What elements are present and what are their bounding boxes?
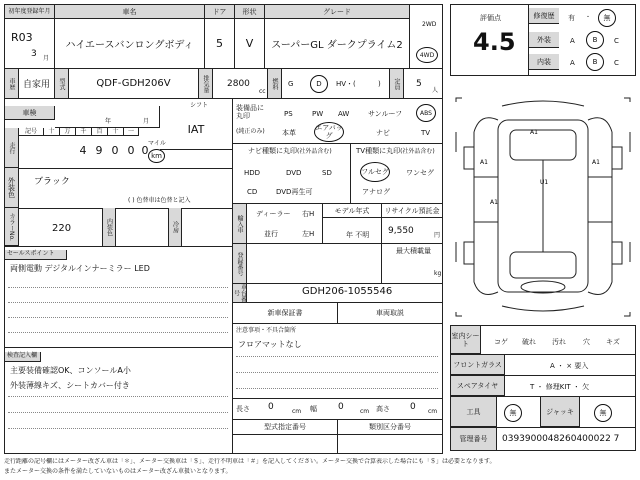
repair-label: 修復歴 [529,8,559,24]
interior-color-label: 内装色 [102,208,116,246]
drive-cell [410,5,442,69]
length-cm: cm [292,408,302,415]
divider [5,246,232,247]
capacity-cell [404,69,442,99]
footer-line2: またメーター交換の条件を満たしていないものはメーター改ざん車扱いとなります。 [4,468,232,475]
displacement-label: 排気量 [199,69,213,99]
navi-label [248,147,332,155]
seat-yabure: 破れ [522,338,536,346]
equipment-label: 装備品に丸印 [236,104,264,120]
chassis-label: 車台番号 [232,284,247,302]
recycle-value: 9,550 [388,226,414,236]
length-value: 0 [268,402,274,412]
car-name-value: ハイエースバンロングボディ [55,19,205,69]
capacity-unit: 人 [432,87,439,94]
fuel-cell [282,69,390,99]
travel-label: 走行 [5,128,19,168]
color-note: ( ) 色替車は色替と記入 [128,197,191,204]
int-b: B [586,53,604,71]
interior-label: 内装 [529,54,559,70]
digit-header-5: 十 [107,128,123,136]
ruled-line [8,396,228,397]
door-value: 5 [205,19,235,69]
equipment-sub-label: (純正のみ) [236,128,265,135]
capacity-label: 定員 [390,69,404,99]
model-label: 型式 [55,69,69,99]
digit-row [19,128,160,168]
navi-hdd: HDD [244,169,261,177]
tv-sub: (社外品含む) [400,148,435,155]
shape-label: 形状 [235,5,265,19]
equip-sunroof: サンルーフ [368,110,403,118]
first-reg-month: 3 [31,49,37,59]
height-value: 0 [410,402,416,412]
year-unit: 年 [105,118,112,125]
mileage-digit-1: 4 [79,143,87,157]
recycle-label: リサイクル預託金 [382,204,442,218]
int-a: A [570,59,575,67]
color-no-label: カラーNo. [5,208,19,246]
digit-header-4: 百 [91,128,107,136]
equip-aw: AW [338,110,350,118]
tv-label [356,147,435,155]
repair-sep: ・ [585,14,592,21]
drive-4wd: 4WD [416,47,438,63]
jack-value: 無 [594,404,612,422]
shift-value: IAT [160,110,232,150]
divider [5,168,232,169]
ext-b: B [586,31,604,49]
divider [232,434,442,435]
import-left: 左H [302,230,315,238]
windshield-options: A ・ × 要入 [550,362,589,370]
equip-leather: 本革 [282,129,296,137]
divider [5,208,232,209]
class-no-label: 類別区分番号 [369,423,411,431]
score-value: 4.5 [473,28,516,56]
footer-line1: 走行距離の記号欄にはメーター改ざん車は「＊」、メーター交換車は「＄」、走行不明車は「＃」を記入してください。メーター交換で合算表示した場合にも「＄」は必要となります。 [4,458,496,465]
registration-label: 登録番号 [233,244,247,284]
divider [350,143,351,203]
fuel-g: G [288,80,294,88]
mileage-digit-5: 0 [141,143,149,157]
digit-header-2: 万 [59,128,75,136]
navi-cd: CD [247,188,258,196]
fuel-hv: HV・( [336,80,356,88]
first-reg-era: R03 [11,31,33,44]
inspection-date-cell [55,106,160,128]
sales-point-label: セールスポイント [5,250,67,260]
windshield-label: フロントガラス [451,355,505,375]
tv-fullseg: フルセグ [360,162,390,182]
score-label: 評価点 [480,14,501,22]
month-unit-2: 月 [143,118,150,125]
int-c: C [614,59,619,67]
spare-options: T ・ 修理KIT ・ 欠 [530,383,590,391]
tv-oneseg: ワンセグ [406,169,434,177]
ruled-line [8,317,228,318]
equip-navi: ナビ [376,129,390,137]
divider [232,323,442,324]
mark-a1-right: A1 [592,159,600,166]
displacement-value: 2800 [227,79,250,89]
notes-label: 注意事項・不具合箇所 [236,327,297,334]
equip-ps: PS [284,110,293,118]
digit-header-0: 記号 [19,128,43,136]
ruled-line [236,388,438,389]
repair-no: 無 [598,9,616,27]
tools-value: 無 [504,404,522,422]
mileage-digit-4: 0 [127,143,135,157]
import-dealer: ディーラー [256,210,291,218]
grade-label: グレード [265,5,410,19]
equip-pw: PW [312,110,324,118]
seat-label: 室内シート [451,326,481,354]
exterior-label: 外装 [529,32,559,48]
mgmt-value: 0393900048260400022 7 [502,434,620,444]
displacement-cell [213,69,268,99]
navi-sub: (社外品含む) [297,148,332,155]
tv-analog: アナログ [362,188,390,196]
ruled-line [236,372,438,373]
width-label: 幅 [310,405,317,413]
seat-ana: 穴 [583,338,590,346]
length-label: 長さ [236,405,250,413]
color-label: 外装色 [5,168,19,208]
navi-sd: SD [322,169,332,177]
repair-yes: 有 [568,14,575,22]
car-name-label: 車名 [55,5,205,19]
digit-header-1: 十 [43,128,59,136]
navi-dvd-play: DVD再生可 [276,188,313,196]
recycle-unit: 円 [434,232,441,239]
divider [5,347,232,348]
jack-label: ジャッキ [540,397,580,427]
warranty-label: 新車保証書 [267,309,303,317]
ext-a: A [570,37,575,45]
sales-point-value: 両側電動 デジタルインナーミラー LED [10,264,150,273]
navi-label-text: ナビ種類に丸印 [248,147,297,155]
divider [232,143,442,144]
ruled-line [8,412,228,413]
first-reg-cell [5,19,55,69]
inspector-line2: 外装薄線キズ、シートカバー付き [10,381,130,390]
chassis-value: GDH206-1055546 [302,286,393,297]
inspector-line1: 主要装備確認OK、コンソールA小 [10,366,131,375]
width-cm: cm [360,408,370,415]
grade-value: スーパーGL ダークプライム2 [265,19,410,69]
door-label: ドア [205,5,235,19]
shift-label: シフト [190,102,209,109]
seat-kizu: キズ [606,338,620,346]
fuel-hv-close: ) [378,80,381,88]
kg-unit: kg [434,270,442,277]
model-value: QDF-GDH206V [69,69,199,99]
equip-abs: ABS [416,104,436,122]
km-label: km [148,149,165,163]
ruled-line [8,428,228,429]
height-label: 高さ [376,405,390,413]
shape-value: V [235,19,265,69]
height-cm: cm [428,408,438,415]
model-year-value: 年 不明 [346,231,370,239]
vehicle-damage-diagram [450,92,636,322]
mgmt-label: 管理番号 [451,428,497,450]
drive-2wd: 2WD [422,21,437,28]
type-no-label: 型式指定番号 [264,423,306,431]
mark-u1-roof: U1 [540,179,549,186]
manual-label: 車両取説 [376,309,404,317]
seat-yogore: 汚れ [552,338,566,346]
equip-airbag: エアバッグ [315,124,343,140]
import-label: 輸入車 [233,204,247,244]
import-right: 右H [302,210,315,218]
import-parallel: 並行 [264,230,278,238]
ruled-line [8,332,228,333]
equip-tv: TV [421,129,431,137]
mark-a1-rear: A1 [490,199,498,206]
max-load-label: 最大積載量 [396,247,431,255]
model-year-label: モデル年式 [323,204,381,218]
mile-label: マイル [148,140,166,147]
vehicle-value: 自家用 [19,69,55,99]
capacity-value: 5 [416,79,422,89]
color-value: ブラック [34,177,70,187]
inspection-label: 車検 [5,106,55,120]
ruled-line [236,356,438,357]
first-reg-label: 初年度登録年月 [5,5,55,19]
digit-header-6: 一 [123,128,139,136]
digit-header-3: 千 [75,128,91,136]
cc-unit: cc [259,88,266,95]
seat-koge: コゲ [494,338,508,346]
tools-label: 工具 [451,397,497,427]
month-unit: 月 [43,55,50,62]
divider [232,283,442,284]
cool-label: 冷房 [168,208,182,246]
notes-value: フロアマットなし [238,340,302,349]
ruled-line [8,287,228,288]
ext-c: C [614,37,619,45]
mileage-digit-2: 9 [95,143,103,157]
vehicle-label: 車歴 [5,69,19,99]
color-no-value: 220 [52,223,72,234]
ruled-line [8,302,228,303]
tv-label-text: TV種類に丸印 [356,147,401,155]
divider [232,243,442,244]
divider [232,398,442,399]
fuel-label: 燃料 [268,69,282,99]
inspector-label: 検査記入欄 [5,352,41,362]
fuel-d: D [310,75,328,93]
width-value: 0 [338,402,344,412]
divider [381,243,382,283]
navi-dvd: DVD [286,169,302,177]
mark-a1-front: A1 [530,129,538,136]
mark-a1-left: A1 [480,159,488,166]
mileage-digit-3: 0 [111,143,119,157]
spare-label: スペアタイヤ [451,376,505,396]
